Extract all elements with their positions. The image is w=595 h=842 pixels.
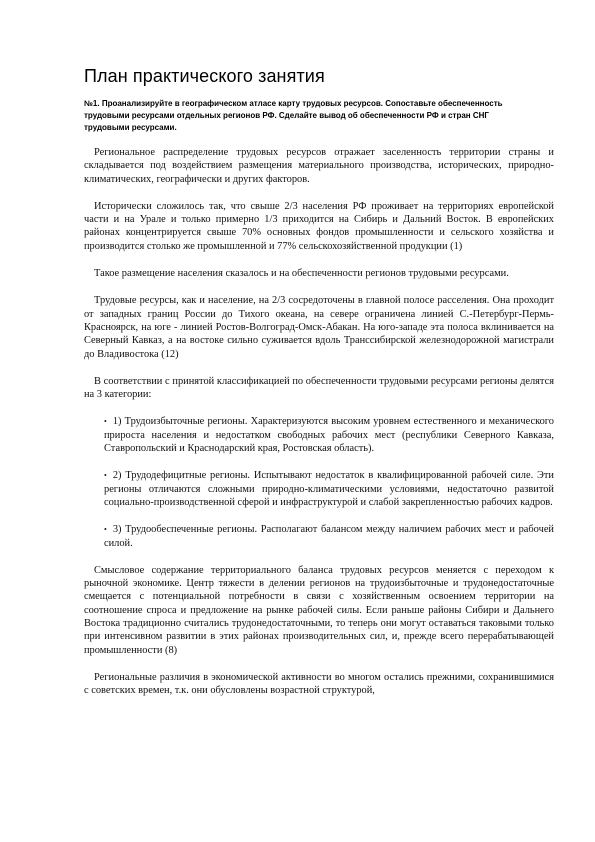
paragraph: Смысловое содержание территориального баланса трудовых ресурсов меняется с переходом к рыночной экономике. Центр тяжести в делении регионов на трудоизбыточные и трудонедостаточные смещается с потенциальной потребности в связи с хозяйственным освоением территории на соотношение спроса и предложение на рынке рабочей силы. Если раньше районы Сибири и Дальнего Востока традиционно считались трудонедостаточными, то теперь они могут оставаться таковыми только при интенсивном развитии в этих районах производительных сил, и, прежде всего перерабатывающей промышленности (8) [84,564,554,656]
list-item-text: 2) Трудодефицитные регионы. Испытывают недостаток в квалифицированной рабочей силе. Эти регионы отличаются сложными природно-климатическими условиями, недостаточно развитой социально-производственной сферой и инфраструктурой и слабой закрепленностью рабочих кадров. [104,470,554,508]
paragraph: Трудовые ресурсы, как и население, на 2/3 сосредоточены в главной полосе расселения. Она проходит от западных границ России до Тихого океана, на севере ограничена линией С.-Петербург-Пермь-Красноярск, на юге - линией Ростов-Волгоград-Омск-Абакан. На юго-западе эта полоса вклинивается на Северный Кавказ, а на востоке сильно суживается вдоль Транссибирской железнодорожной магистрали до Владивостока (12) [84,295,554,360]
list-item [84,469,554,509]
category-list [84,415,554,549]
paragraph: Региональные различия в экономической активности во многом остались прежними, сохранившимися с советских времен, т.к. они обусловлены возрастной структурой, [84,671,554,697]
paragraph: Исторически сложилось так, что свыше 2/3 населения РФ проживает на территориях европейской части и на Урале и только примерно 1/3 приходится на Сибирь и Дальний Восток. В европейских районах концентрируется свыше 70% основных фондов промышленности и сельского хозяйства и производится столько же промышленной и 77% сельскохозяйственной продукции (1) [84,200,554,252]
bullet-icon: • [104,417,107,427]
paragraph: Региональное распределение трудовых ресурсов отражает заселенность территории страны и складывается под воздействием размещения материального производства, исторических, природно-климатических, географически и других факторов. [84,147,554,185]
bullet-icon: • [104,471,107,481]
bullet-icon: • [104,525,107,535]
document-body [84,146,554,712]
list-item-text: 1) Трудоизбыточные регионы. Характеризуются высоким уровнем естественного и механического прироста населения и недостатком свободных рабочих мест (республики Северного Кавказа, Ставропольский и Краснодарский края, Ростовская область). [104,416,554,455]
list-item-text: 3) Трудообеспеченные регионы. Располагают балансом между наличием рабочих мест и рабочей силой. [104,524,554,549]
page-title: План практического занятия [84,66,325,86]
list-item [84,415,554,455]
paragraph: В соответствии с принятой классификацией по обеспеченности трудовыми ресурсами регионы делятся на 3 категории: [84,375,554,401]
list-item [84,523,554,550]
task-statement: №1. Проанализируйте в географическом атласе карту трудовых ресурсов. Сопоставьте обеспеченность трудовыми ресурсами отдельных регионов РФ. Сделайте вывод об обеспеченности РФ и стран СНГ трудовыми ресурсами. [84,99,503,132]
paragraph: Такое размещение населения сказалось и на обеспеченности регионов трудовыми ресурсами. [94,268,509,280]
